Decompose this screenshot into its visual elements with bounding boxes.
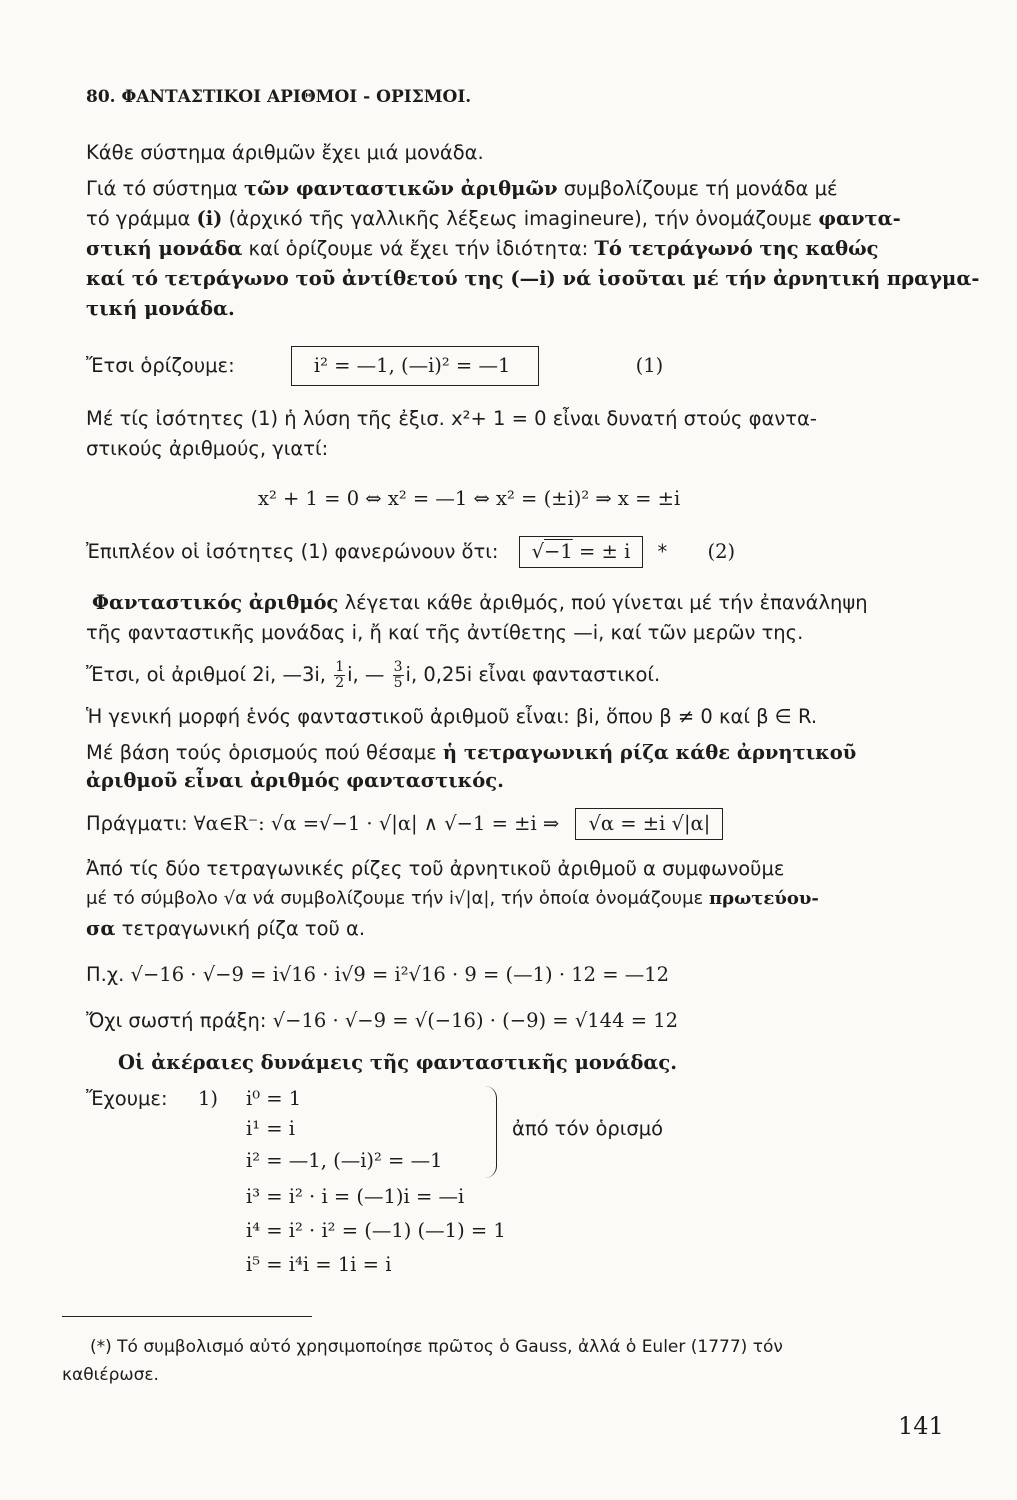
fraction-one-half: $\frac{1}{2}$	[335, 659, 345, 691]
example-incorrect-line: Ὄχι σωστή πράξη: √−16 · √−9 = √(−16) · (−9) = √144 = 12	[86, 1009, 679, 1032]
principal-root-paragraph-line-3: σα τετραγωνική ρίζα τοῦ α.	[86, 917, 366, 940]
page-number: 141	[898, 1412, 944, 1440]
proof-line: Πράγματι: ∀α∈R⁻: √α =√−1 · √|α| ∧ √−1 = ±i ⇒ √α = ±i √|α|	[86, 808, 946, 840]
general-form-line: Ἡ γενική μορφή ἑνός φανταστικοῦ ἀριθμοῦ εἶναι: βi, ὅπου β ≠ 0 καί β ∈ R.	[86, 705, 818, 728]
fraction-three-fifths: $\frac{3}{5}$	[393, 659, 403, 691]
imaginary-number-definition-line-1: Φανταστικός ἀριθμός λέγεται κάθε ἀριθμός, πού γίνεται μέ τήν ἐπανάληψη	[92, 591, 868, 614]
section-heading: 80. ΦΑΝΤΑΣΤΙΚΟΙ ΑΡΙΘΜΟΙ - ΟΡΙΣΜΟΙ.	[86, 87, 472, 107]
definition-2-box: √−1 = ± i	[519, 536, 644, 568]
definition-brace	[482, 1086, 497, 1178]
power-row-3: i³ = i² · i = (—1)i = —i	[246, 1185, 465, 1208]
footnote-line-2: καθιέρωσε.	[62, 1365, 159, 1385]
equation-paragraph-line-2: στικούς ἀριθμούς, γιατί:	[86, 437, 329, 460]
main-equivalence: x² + 1 = 0 ⇔ x² = —1 ⇔ x² = (±i)² ⇒ x = ±i	[258, 487, 681, 510]
emphasis-imaginary-number: Φανταστικός ἀριθμός	[92, 591, 339, 614]
equation-tag-1: (1)	[635, 354, 664, 377]
brace-note: ἀπό τόν ὁρισμό	[512, 1117, 664, 1140]
emphasis-imaginary-numbers: τῶν φανταστικῶν ἀριθμῶν	[243, 177, 558, 200]
definition-paragraph-line-4: καί τό τετράγωνο τοῦ ἀντίθετού της (—i) νά ἰσοῦται μέ τήν ἀρνητική πραγμα-	[86, 267, 980, 290]
power-row-4: i⁴ = i² · i² = (—1) (—1) = 1	[246, 1219, 506, 1242]
footnote-rule	[62, 1316, 312, 1317]
imaginary-number-definition-line-2: τῆς φανταστικῆς μονάδας i, ἤ καί τῆς ἀντίθετης —i, καί τῶν μερῶν της.	[86, 621, 804, 644]
power-row-5: i⁵ = i⁴i = 1i = i	[246, 1253, 392, 1276]
definition-1-line: Ἔτσι ὁρίζουμε: i² = —1, (—i)² = —1 (1)	[86, 346, 946, 386]
power-row-0: i⁰ = 1	[246, 1087, 302, 1110]
root-statement-line-1: Μέ βάση τούς ὁρισμούς πού θέσαμε ἡ τετραγωνική ρίζα κάθε ἀρνητικοῦ	[86, 741, 857, 764]
power-row-1: i¹ = i	[246, 1117, 296, 1140]
definition-paragraph-line-1: Γιά τό σύστημα τῶν φανταστικῶν ἀριθμῶν συμβολίζουμε τή μονάδα μέ	[86, 177, 838, 200]
powers-lead: Ἔχουμε:	[86, 1087, 168, 1110]
definition-1-box: i² = —1, (—i)² = —1	[291, 346, 540, 386]
powers-heading: Οἱ ἀκέραιες δυνάμεις τῆς φανταστικῆς μονάδας.	[118, 1051, 678, 1074]
definition-paragraph-line-5: τική μονάδα.	[86, 297, 235, 320]
principal-root-paragraph-line-2: μέ τό σύμβολο √α νά συμβολίζουμε τήν i√|α|, τήν ὁποία ὀνομάζουμε πρωτεύου-	[86, 888, 819, 909]
definition-2-line: Ἐπιπλέον οἱ ἰσότητες (1) φανερώνουν ὅτι: √−1 = ± i * (2)	[86, 536, 946, 568]
intro-line: Κάθε σύστημα άριθμῶν ἔχει μιά μονάδα.	[86, 141, 484, 164]
imaginary-examples-line: Ἔτσι, οἱ ἀριθμοί 2i, —3i, $\frac{1}{2}$ i, — $\frac{3}{5}$ i, 0,25i εἶναι φανταστικοί.	[86, 659, 661, 691]
root-statement-line-2: ἀριθμοῦ εἶναι ἀριθμός φανταστικός.	[86, 769, 504, 792]
principal-root-paragraph-line-1: Ἀπό τίς δύο τετραγωνικές ρίζες τοῦ ἀρνητικοῦ ἀριθμοῦ α συμφωνοῦμε	[86, 857, 785, 880]
example-correct-line: Π.χ. √−16 · √−9 = i√16 · i√9 = i²√16 · 9 = (—1) · 12 = —12	[86, 963, 670, 986]
definition-paragraph-line-3: στική μονάδα καί ὁρίζουμε νά ἔχει τήν ἰδιότητα: Τό τετράγωνό της καθώς	[86, 237, 879, 260]
footnote-line-1: (*) Τό συμβολισμό αὐτό χρησιμοποίησε πρῶτος ὁ Gauss, ἀλλά ὁ Euler (1777) τόν	[90, 1337, 783, 1357]
definition-paragraph-line-2: τό γράμμα (i) (ἀρχικό τῆς γαλλικῆς λέξεως imagineure), τήν ὀνομάζουμε φαντα-	[86, 207, 901, 230]
power-row-2: i² = —1, (—i)² = —1	[246, 1149, 443, 1172]
equation-paragraph-line-1: Μέ τίς ἰσότητες (1) ἡ λύση τῆς ἐξισ. x²+ 1 = 0 εἶναι δυνατή στούς φαντα-	[86, 407, 817, 430]
equation-tag-2: (2)	[707, 540, 736, 563]
principal-root-box: √α = ±i √|α|	[575, 808, 723, 840]
footnote-marker: *	[657, 540, 668, 563]
powers-item-number: 1)	[198, 1087, 219, 1110]
